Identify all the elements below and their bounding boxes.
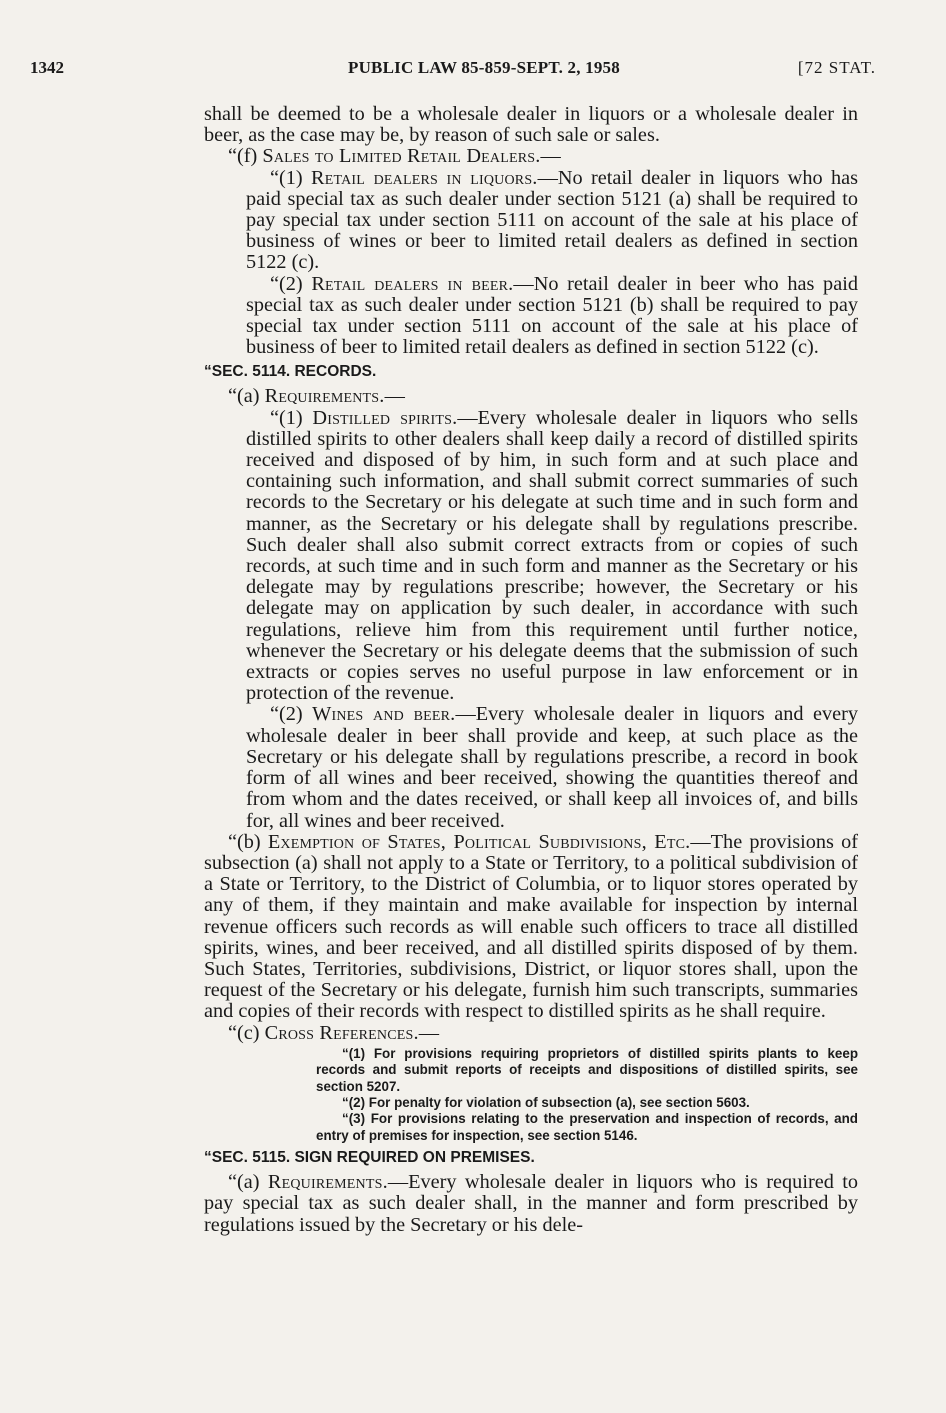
- subsection-f-title: Sales to Limited Retail Dealers.—: [262, 145, 562, 168]
- subsection-b-title: Exemption of States, Political Subdivisions, Etc.: [267, 830, 691, 853]
- subsection-b-label: “(b): [228, 830, 268, 853]
- page-number: 1342: [30, 58, 64, 77]
- paragraph-f1-text: —No retail dealer in liquors who has paid special tax as such dealer under section 5121 (a) shall be required to pay special tax under section 5111 on account of the sale at his place of business of wines or beer to limited retail dealers as defined in section 5122 (c).: [246, 166, 858, 274]
- cross-reference-1: “(1) For provisions requiring proprietors of distilled spirits plants to keep records and submit reports of receipts and dispositions of distilled spirits, see section 5207.: [316, 1045, 858, 1094]
- paragraph-f2: [204, 274, 858, 359]
- section-5115-a-text: —Every wholesale dealer in liquors who is required to pay special tax as such dealer shall, in the manner and form prescribed by regulations issued by the Secretary or his dele-: [204, 1171, 858, 1236]
- paragraph-a2: [204, 704, 858, 831]
- paragraph-f2-text: —No retail dealer in beer who has paid special tax as such dealer under section 5121 (b) shall be required to pay special tax under section 5111 on account of the sale at his place of business of beer to limited retail dealers as defined in section 5122 (c).: [246, 272, 858, 359]
- statute-reference: [72 STAT.: [797, 58, 876, 77]
- subsection-c-title: Cross References.—: [264, 1021, 440, 1044]
- paragraph-f1-label: “(1): [270, 166, 311, 189]
- header-title: PUBLIC LAW 85-859-SEPT. 2, 1958: [348, 58, 620, 77]
- subsection-a-heading: [204, 386, 858, 407]
- running-header: [30, 58, 876, 84]
- subsection-f-heading: [204, 146, 858, 167]
- paragraph-a2-label: “(2): [270, 703, 313, 726]
- subsection-c-label: “(c): [228, 1021, 265, 1044]
- paragraph-a2-title: Wines and beer.: [312, 703, 456, 726]
- paragraph-a1-label: “(1): [270, 406, 313, 429]
- paragraph-f2-title: Retail dealers in beer.: [311, 272, 514, 295]
- section-5115-a-label: “(a): [228, 1171, 268, 1194]
- section-5115-heading: “SEC. 5115. SIGN REQUIRED ON PREMISES.: [204, 1149, 535, 1167]
- paragraph-f1-title: Retail dealers in liquors.: [311, 166, 538, 189]
- paragraph-a1-title: Distilled spirits.: [312, 406, 458, 429]
- paragraph-a1-text: —Every wholesale dealer in liquors who sells distilled spirits to other dealers shall keep daily a record of distilled spirits received and disposed of by him, in such form and at such place and containing such information, and shall submit correct summaries of such records to the Secretary or his delegate at such time and in such form and manner, as the Secretary or his delegate shall by regulations prescribe. Such dealer shall also submit correct extracts from or copies of such records, at such time and in such form and manner as the Secretary or his delegate may by regulations prescribe; however, the Secretary or his delegate may on application by such dealer, in accordance with such regulations, relieve him from this requirement until further notice, whenever the Secretary or his delegate deems that the submission of such extracts or copies serves no useful purpose in law enforcement or in protection of the revenue.: [246, 406, 858, 705]
- paragraph-f2-label: “(2): [270, 272, 312, 295]
- section-5115-a-title: Requirements.: [267, 1171, 388, 1194]
- paragraph-f1: [204, 168, 858, 274]
- cross-reference-3: “(3) For provisions relating to the preservation and inspection of records, and entry of premises for inspection, see section 5146.: [316, 1111, 858, 1143]
- document-body: [204, 104, 858, 1236]
- cross-reference-2: “(2) For penalty for violation of subsection (a), see section 5603.: [342, 1094, 750, 1110]
- intro-paragraph: shall be deemed to be a wholesale dealer in liquors or a wholesale dealer in beer, as the case may be, by reason of such sale or sales.: [204, 103, 858, 147]
- paragraph-a2-text: —Every wholesale dealer in liquors and every wholesale dealer in beer shall provide and keep, at such place as the Secretary or his delegate shall by regulations prescribe, a record in book form of all wines and beer received, showing the quantities thereof and from whom and the dates received, or shall keep all invoices of, and bills for, all wines and beer received.: [246, 703, 858, 832]
- subsection-c-heading: [204, 1023, 858, 1044]
- section-5114-heading: “SEC. 5114. RECORDS.: [204, 363, 377, 381]
- subsection-f-label: “(f): [228, 145, 263, 168]
- subsection-a-title: Requirements.—: [264, 385, 406, 408]
- cross-references: [204, 1046, 858, 1144]
- section-5115-subsection-a: [204, 1172, 858, 1236]
- paragraph-a1: [204, 408, 858, 705]
- subsection-a-label: “(a): [228, 385, 265, 408]
- subsection-b-text: —The provisions of subsection (a) shall not apply to a State or Territory, to a political subdivision of a State or Territory, to the District of Columbia, or to liquor stores operated by any of them, if they maintain and make available for inspection by internal revenue officers such records as will enable such officers to trace all distilled spirits, wines, and beer received, and all distilled spirits disposed of by them. Such States, Territories, subdivisions, District, or liquor stores shall, upon the request of the Secretary or his delegate, furnish him such transcripts, summaries and copies of their records with respect to distilled spirits as he shall require.: [204, 830, 858, 1023]
- subsection-b: [204, 832, 858, 1023]
